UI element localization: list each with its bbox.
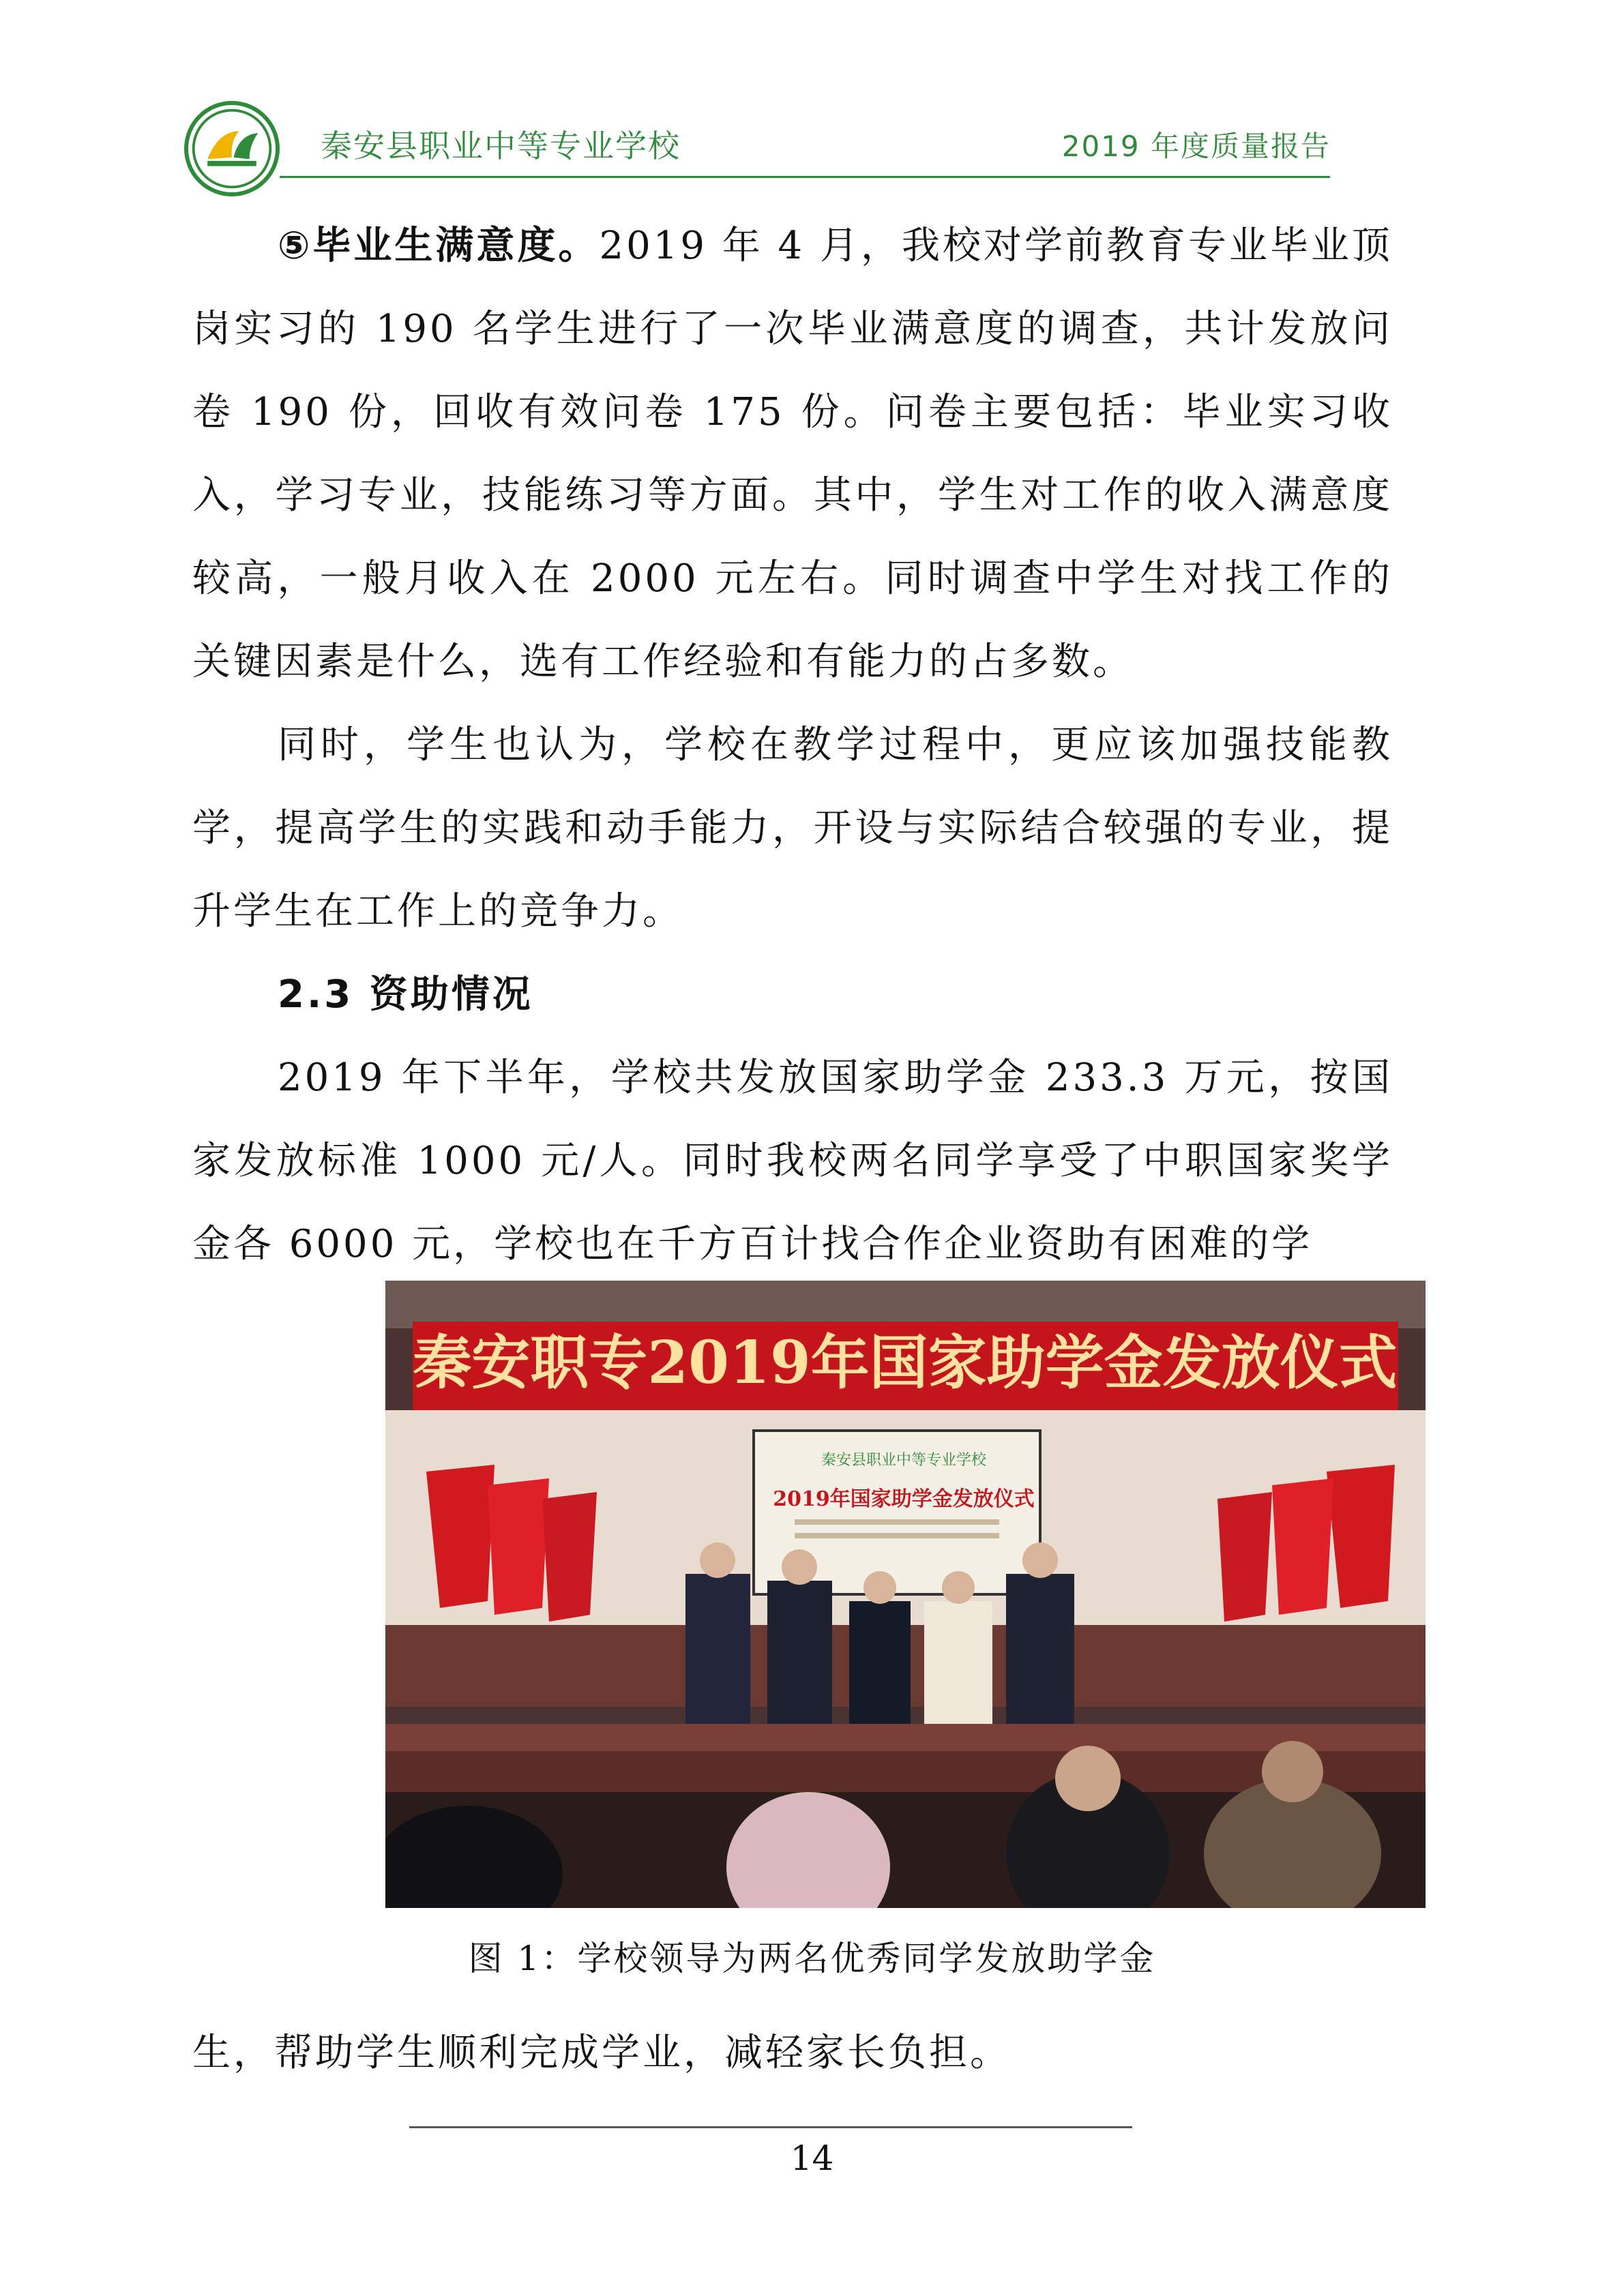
school-emblem-icon [184,101,280,196]
body-text [192,205,1393,1286]
paragraph-students-opinion: 同时，学生也认为，学校在教学过程中，更应该加强技能教学，提高学生的实践和动手能力，开设与实际结合较强的专业，提升学生在工作上的竞争力。 [192,723,1393,934]
paragraph-lead: ⑤毕业生满意度。 [278,224,600,268]
banner-text: 秦安职专2019年国家助学金发放仪式 [413,1328,1398,1397]
footer-rule [409,2126,1132,2128]
report-title: 2019 年度质量报告 [1061,130,1331,163]
school-name: 秦安县职业中等专业学校 [321,128,681,164]
screen-school: 秦安县职业中等专业学校 [821,1452,987,1469]
page-header [0,0,1624,184]
paragraph-funding: 2019 年下半年，学校共发放国家助学金 233.3 万元，按国家发放标准 1000 元/人。同时我校两名同学享受了中职国家奖学金各 6000 元，学校也在千方百计找合作企业资助有困难的学 [192,1056,1393,1266]
page-number: 14 [790,2138,834,2178]
paragraph-satisfaction [192,205,1393,704]
header-rule [280,176,1330,178]
screen-title: 2019年国家助学金发放仪式 [773,1487,1035,1511]
section-heading: 2.3 资助情况 [278,972,533,1017]
figure-caption: 图 1：学校领导为两名优秀同学发放助学金 [468,1939,1156,1978]
paragraph-body: 2019 年 4 月，我校对学前教育专业毕业顶岗实习的 190 名学生进行了一次毕业满意度的调查，共计发放问卷 190 份，回收有效问卷 175 份。问卷主要包括：毕业实习收入，学习专业，技能练习等方面。其中，学生对工作的收入满意度较高，一般月收入在 2000 元左右。同时调查中学生对找工作的关键因素是什么，选有工作经验和有能力的占多数。 [192,224,1393,684]
ceremony-photo [385,1281,1426,1908]
paragraph-funding-continued: 生，帮助学生顺利完成学业，减轻家长负担。 [192,2031,1011,2075]
